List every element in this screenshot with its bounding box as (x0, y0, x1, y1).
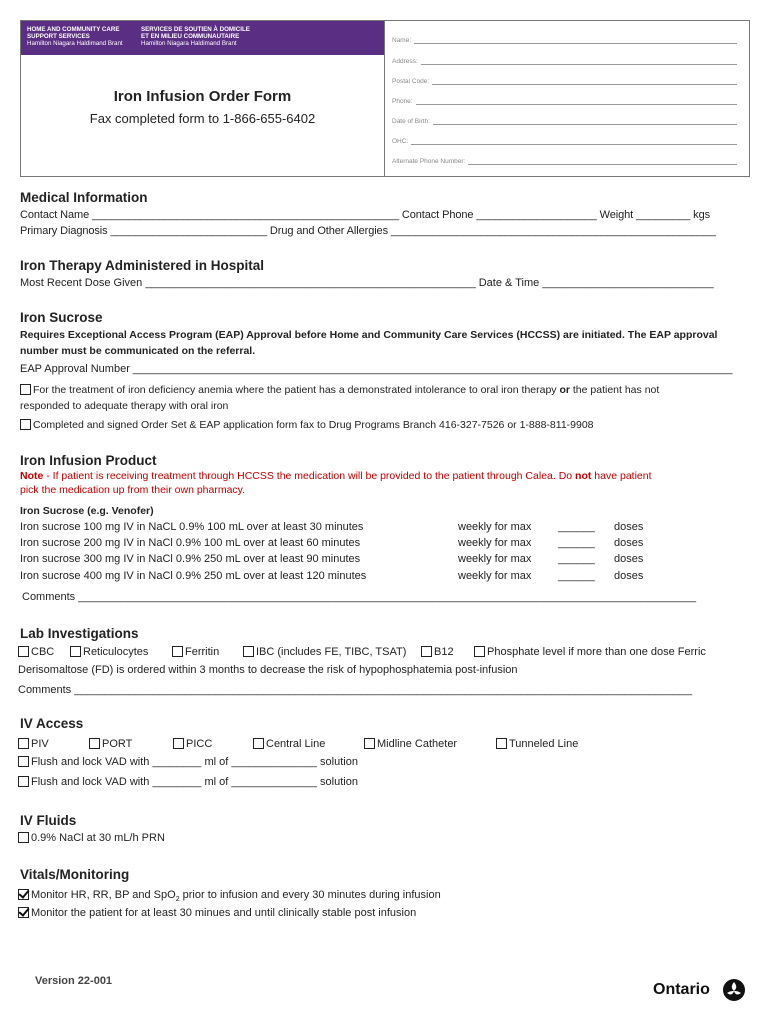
option-2-checkbox[interactable] (20, 419, 31, 430)
dose-row[interactable]: Iron sucrose 300 mg IV in NaCl 0.9% 250 mL over at least 90 minutes (20, 553, 361, 565)
eap-note-1: Requires Exceptional Access Program (EAP) Approval before Home and Community Care Services (HCCSS) are initiated. The EAP approval (20, 329, 718, 341)
checkbox[interactable] (474, 646, 485, 657)
dose-row[interactable]: Iron sucrose 100 mg IV in NaCL 0.9% 100 mL over at least 30 minutes (20, 521, 364, 533)
product-comments[interactable]: Comments _____________________________________________________________________________________________________ (22, 591, 697, 603)
lab-cbc[interactable]: CBC (18, 645, 54, 659)
sucrose-option-1-cont: responded to adequate therapy with oral iron (20, 400, 229, 412)
checkbox[interactable] (496, 738, 507, 749)
checked-checkbox[interactable] (18, 889, 29, 900)
checkbox[interactable] (243, 646, 254, 657)
patient-address-field[interactable]: Address: (392, 57, 737, 65)
patient-dob-field[interactable]: Date of Birth: (392, 117, 737, 125)
patient-alt-phone-field[interactable]: Alternate Phone Number: (392, 157, 737, 165)
lab-comments[interactable]: Comments _____________________________________________________________________________________________________ (18, 684, 693, 696)
product-note: Note - If patient is receiving treatment through HCCSS the medication will be provided to the patient through Calea. Do not have patient (20, 470, 652, 482)
lab-ferritin[interactable]: Ferritin (172, 645, 219, 659)
form-title: Iron Infusion Order Form (113, 88, 292, 105)
dose-row[interactable]: Iron sucrose 400 mg IV in NaCl 0.9% 250 mL over at least 120 minutes (20, 570, 367, 582)
dose-freq: weekly for max (458, 537, 532, 549)
contact-line[interactable]: Contact Name ___________________________________________________ Contact Phone ____________________ Weight _________ kgs (20, 209, 710, 221)
iv-piv[interactable]: PIV (18, 737, 49, 751)
org-name-fr: SERVICES DE SOUTIEN À DOMICILE ET EN MILIEU COMMUNAUTAIRE Hamilton Niagara Haldimand Brant (141, 26, 250, 47)
patient-postal-code-field[interactable]: Postal Code: (392, 77, 737, 85)
lab-b12[interactable]: B12 (421, 645, 454, 659)
checkbox[interactable] (89, 738, 100, 749)
lab-heading: Lab Investigations (20, 626, 139, 641)
dose-blank[interactable]: ______ (558, 570, 595, 582)
diagnosis-line[interactable]: Primary Diagnosis __________________________ Drug and Other Allergies ______________________________________________________ (20, 225, 716, 237)
checkbox[interactable] (18, 738, 29, 749)
sucrose-heading: Iron Sucrose (20, 310, 103, 325)
flush-line-2[interactable]: Flush and lock VAD with ________ ml of ______________ solution (18, 775, 358, 789)
eap-number-line[interactable]: EAP Approval Number __________________________________________________________________________________________________ (20, 363, 733, 375)
dose-unit: doses (614, 570, 644, 582)
iv-tunneled[interactable]: Tunneled Line (496, 737, 578, 751)
iv-access-heading: IV Access (20, 716, 84, 731)
checkbox[interactable] (253, 738, 264, 749)
product-heading: Iron Infusion Product (20, 453, 157, 468)
org-name-en: HOME AND COMMUNITY CARE SUPPORT SERVICES Hamilton Niagara Haldimand Brant (27, 26, 123, 47)
org-banner (21, 21, 384, 55)
checked-checkbox[interactable] (18, 907, 29, 918)
option-1-checkbox[interactable] (20, 384, 31, 395)
patient-name-field[interactable]: Name: (392, 36, 737, 44)
product-note-cont: pick the medication up from their own pharmacy. (20, 484, 246, 496)
ontario-wordmark: Ontario (653, 981, 710, 998)
iv-midline[interactable]: Midline Catheter (364, 737, 457, 751)
iv-fluids-item[interactable]: 0.9% NaCl at 30 mL/h PRN (18, 831, 165, 845)
checkbox[interactable] (173, 738, 184, 749)
patient-ohc-field[interactable]: OHC: (392, 137, 737, 145)
product-subheading: Iron Sucrose (e.g. Venofer) (20, 505, 154, 517)
checkbox[interactable] (18, 756, 29, 767)
dose-blank[interactable]: ______ (558, 537, 595, 549)
dose-blank[interactable]: ______ (558, 521, 595, 533)
dose-freq: weekly for max (458, 570, 532, 582)
sucrose-option-1[interactable]: For the treatment of iron deficiency anemia where the patient has a demonstrated intolerance to oral iron therapy or the patient has not (20, 383, 659, 397)
checkbox[interactable] (70, 646, 81, 657)
checkbox[interactable] (18, 832, 29, 843)
checkbox[interactable] (172, 646, 183, 657)
hospital-heading: Iron Therapy Administered in Hospital (20, 258, 265, 273)
iv-picc[interactable]: PICC (173, 737, 212, 751)
flush-line-1[interactable]: Flush and lock VAD with ________ ml of ______________ solution (18, 755, 358, 769)
version-label: Version 22-001 (35, 975, 113, 987)
dose-freq: weekly for max (458, 553, 532, 565)
patient-phone-field[interactable]: Phone: (392, 97, 737, 105)
lab-phosphate[interactable]: Phosphate level if more than one dose Ferric (474, 645, 706, 659)
iv-fluids-heading: IV Fluids (20, 813, 77, 828)
iv-port[interactable]: PORT (89, 737, 132, 751)
dose-unit: doses (614, 521, 644, 533)
dose-unit: doses (614, 537, 644, 549)
dose-unit: doses (614, 553, 644, 565)
vitals-heading: Vitals/Monitoring (20, 867, 130, 882)
checkbox[interactable] (18, 646, 29, 657)
dose-row[interactable]: Iron sucrose 200 mg IV in NaCl 0.9% 100 mL over at least 60 minutes (20, 537, 361, 549)
eap-note-2: number must be communicated on the referral. (20, 345, 256, 357)
recent-dose-line[interactable]: Most Recent Dose Given ______________________________________________________ Date & Time ____________________________ (20, 277, 714, 289)
dose-freq: weekly for max (458, 521, 532, 533)
lab-ibc[interactable]: IBC (includes FE, TIBC, TSAT) (243, 645, 406, 659)
medical-heading: Medical Information (20, 190, 148, 205)
vitals-item-2[interactable]: Monitor the patient for at least 30 minues and until clinically stable post infusion (18, 906, 416, 920)
dose-blank[interactable]: ______ (558, 553, 595, 565)
sucrose-option-2[interactable]: Completed and signed Order Set & EAP application form fax to Drug Programs Branch 416-327-7526 or 1-888-811-9908 (20, 418, 594, 432)
trillium-logo-icon (722, 978, 746, 1002)
lab-cont: Derisomaltose (FD) is ordered within 3 months to decrease the risk of hypophosphatemia post-infusion (18, 664, 518, 676)
iv-central-line[interactable]: Central Line (253, 737, 325, 751)
checkbox[interactable] (421, 646, 432, 657)
lab-reticulocytes[interactable]: Reticulocytes (70, 645, 148, 659)
fax-instruction: Fax completed form to 1-866-655-6402 (89, 111, 316, 126)
checkbox[interactable] (18, 776, 29, 787)
checkbox[interactable] (364, 738, 375, 749)
vitals-item-1[interactable]: Monitor HR, RR, BP and SpO$_2$ prior to infusion and every 30 minutes during infusion (18, 888, 441, 907)
